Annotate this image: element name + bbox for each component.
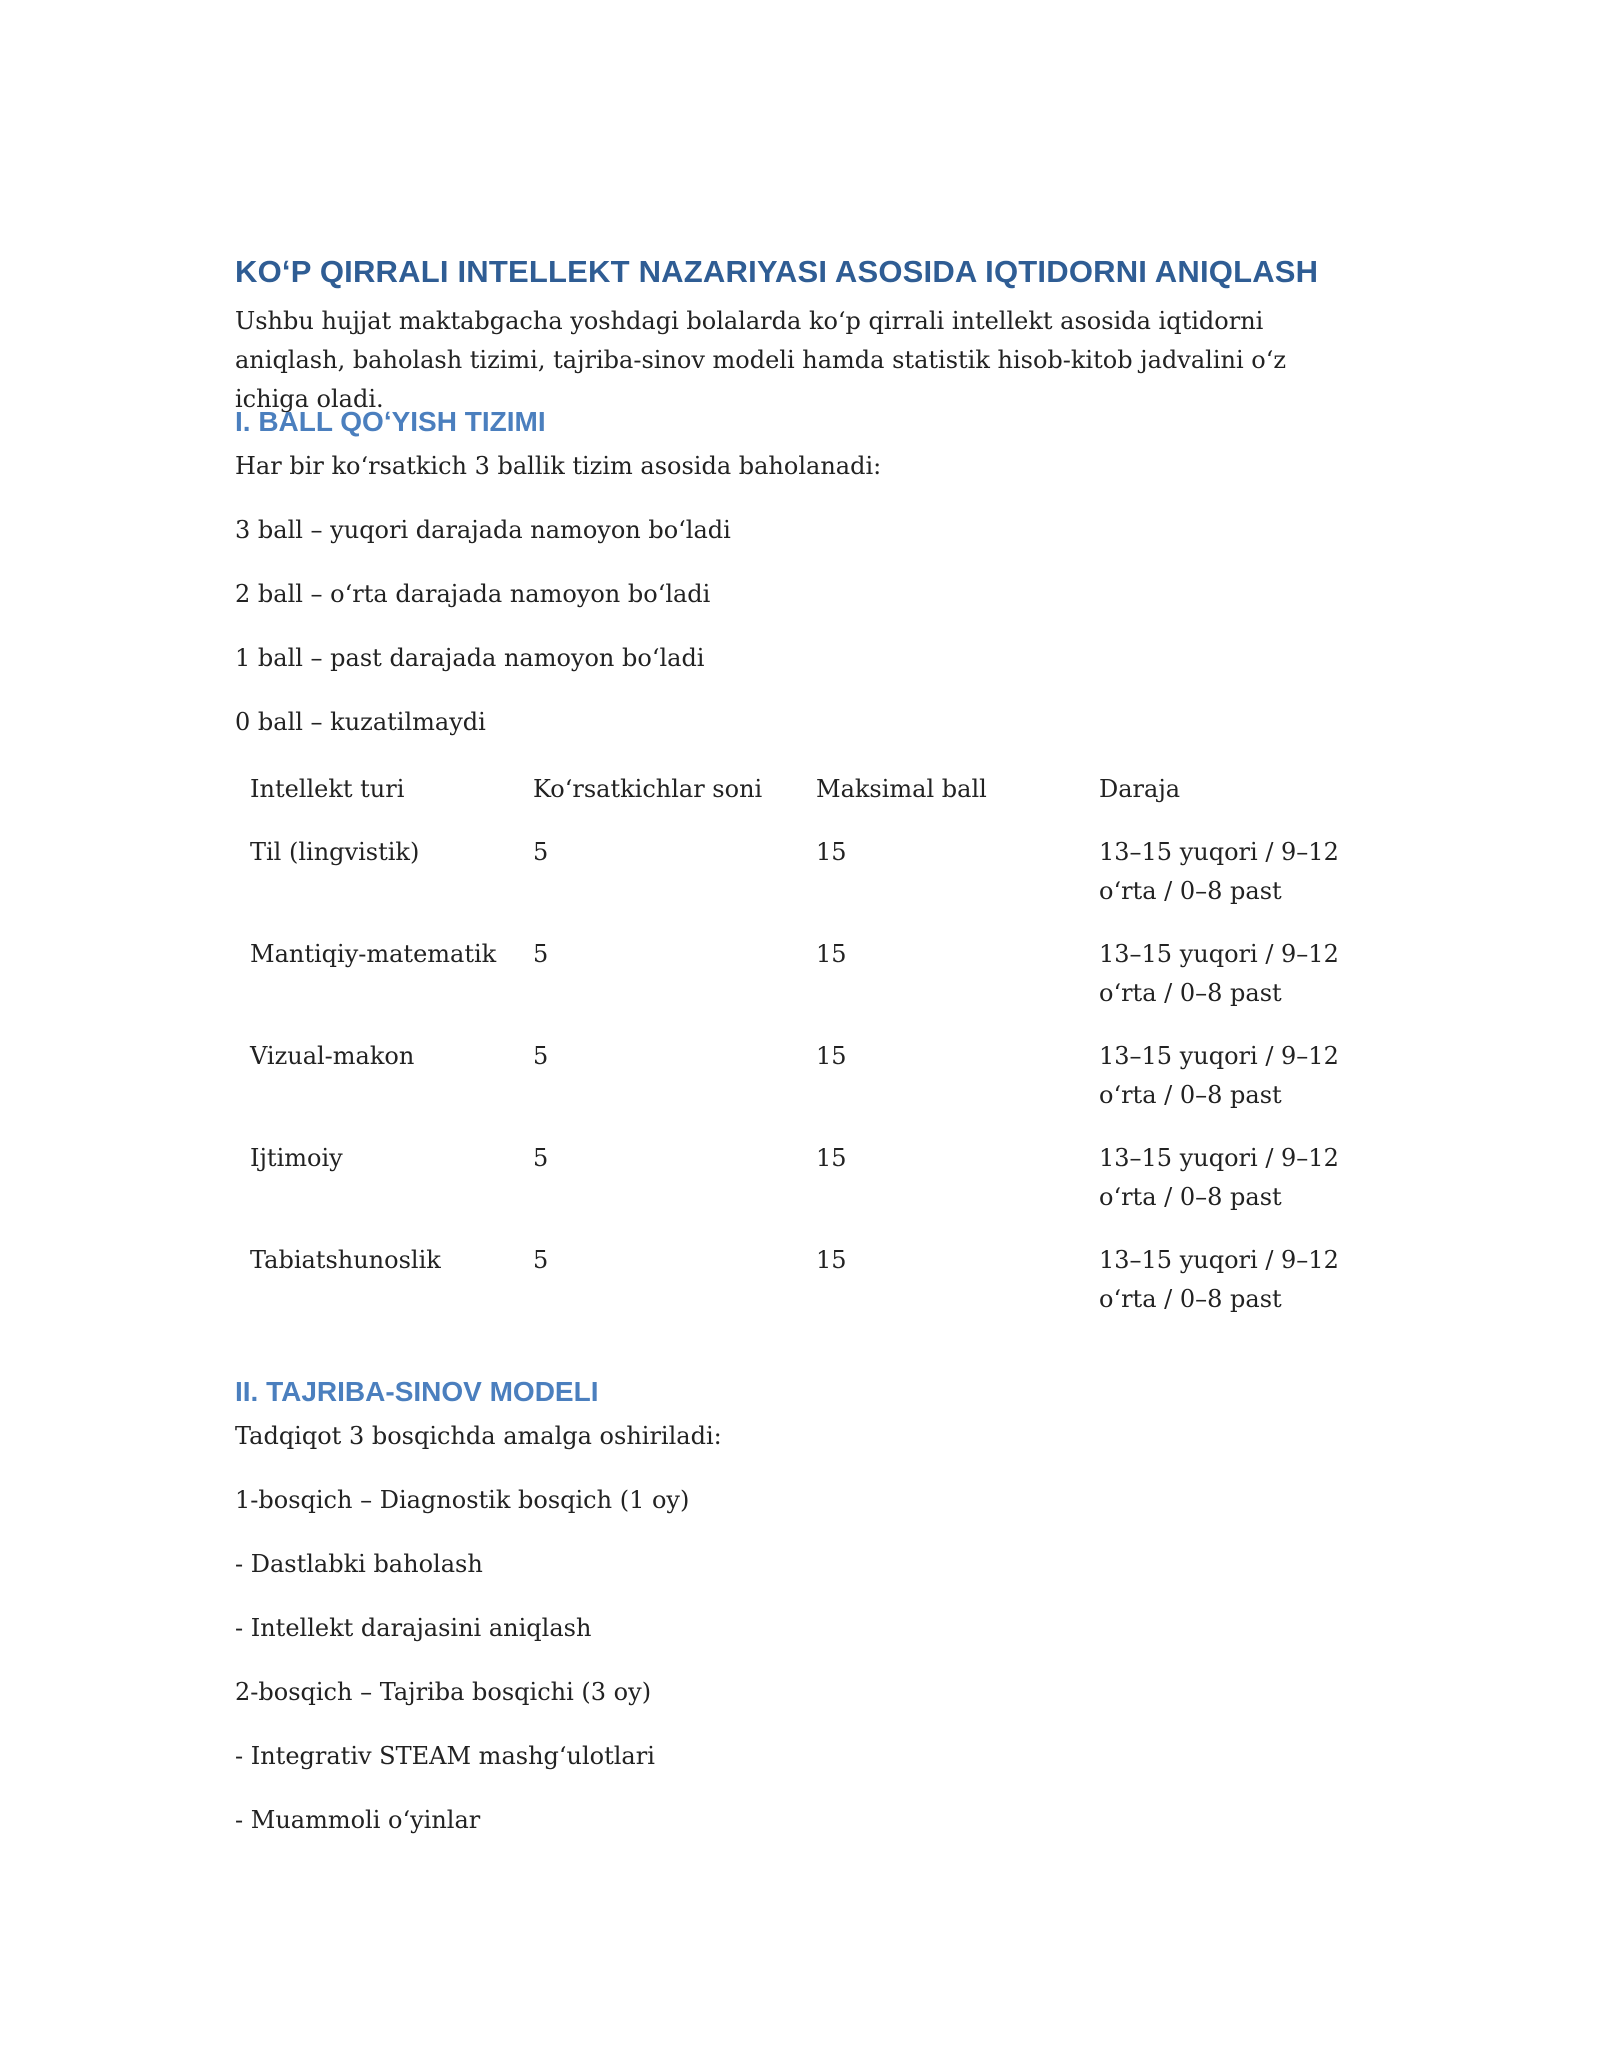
document-title: KOʻP QIRRALI INTELLEKT NAZARIYASI ASOSIDA IQTIDORNI ANIQLASH bbox=[235, 254, 1319, 289]
table-cell: 13–15 yuqori / 9–12 oʻrta / 0–8 past bbox=[1099, 838, 1339, 905]
table-header-cell: Daraja bbox=[1099, 775, 1181, 803]
section-1-lead: Har bir koʻrsatkich 3 ballik tizim asosida baholanadi: bbox=[235, 452, 882, 480]
table-cell: 15 bbox=[816, 1246, 847, 1274]
table-cell: 5 bbox=[533, 1144, 549, 1172]
table-cell: 5 bbox=[533, 838, 549, 866]
table-cell: 5 bbox=[533, 1246, 549, 1274]
model-line: - Intellekt darajasini aniqlash bbox=[235, 1614, 592, 1642]
table-row bbox=[235, 1241, 1365, 1343]
table-row bbox=[235, 1139, 1365, 1241]
table-row bbox=[235, 935, 1365, 1037]
table-cell: 13–15 yuqori / 9–12 oʻrta / 0–8 past bbox=[1099, 1246, 1339, 1313]
section-2-lead: Tadqiqot 3 bosqichda amalga oshiriladi: bbox=[235, 1422, 722, 1450]
table-cell: 5 bbox=[533, 1042, 549, 1070]
table-header-row bbox=[235, 770, 1365, 833]
model-line: - Integrativ STEAM mashgʻulotlari bbox=[235, 1742, 655, 1770]
table-cell: Vizual-makon bbox=[250, 1042, 415, 1070]
table-cell: 13–15 yuqori / 9–12 oʻrta / 0–8 past bbox=[1099, 940, 1339, 1007]
table-cell: Tabiatshunoslik bbox=[250, 1246, 441, 1274]
table-cell: Ijtimoiy bbox=[250, 1144, 343, 1172]
scale-item: 1 ball – past darajada namoyon boʻladi bbox=[235, 644, 705, 672]
intro-paragraph: Ushbu hujjat maktabgacha yoshdagi bolalarda koʻp qirrali intellekt asosida iqtidorni aniqlash, baholash tizimi, tajriba-sinov modeli hamda statistik hisob-kitob jadvalini oʻz ichiga oladi. bbox=[235, 307, 1286, 413]
table-cell: 13–15 yuqori / 9–12 oʻrta / 0–8 past bbox=[1099, 1042, 1339, 1109]
model-line: 1-bosqich – Diagnostik bosqich (1 oy) bbox=[235, 1486, 690, 1514]
table-cell: 15 bbox=[816, 838, 847, 866]
section-2-heading: II. TAJRIBA-SINOV MODELI bbox=[235, 1376, 599, 1407]
scale-item: 2 ball – oʻrta darajada namoyon boʻladi bbox=[235, 580, 711, 608]
table-row bbox=[235, 1037, 1365, 1139]
table-cell: 13–15 yuqori / 9–12 oʻrta / 0–8 past bbox=[1099, 1144, 1339, 1211]
model-line: 2-bosqich – Tajriba bosqichi (3 oy) bbox=[235, 1678, 652, 1706]
scale-item: 3 ball – yuqori darajada namoyon boʻladi bbox=[235, 516, 731, 544]
score-table bbox=[235, 770, 1365, 1343]
table-cell: 15 bbox=[816, 1042, 847, 1070]
scale-item: 0 ball – kuzatilmaydi bbox=[235, 708, 486, 736]
model-line: - Dastlabki baholash bbox=[235, 1550, 483, 1578]
model-line: - Muammoli oʻyinlar bbox=[235, 1806, 481, 1834]
table-cell: 15 bbox=[816, 1144, 847, 1172]
table-header-cell: Intellekt turi bbox=[250, 775, 405, 803]
section-1-heading: I. BALL QOʻYISH TIZIMI bbox=[235, 406, 546, 437]
table-row bbox=[235, 833, 1365, 935]
table-cell: Til (lingvistik) bbox=[250, 838, 420, 866]
table-cell: Mantiqiy-matematik bbox=[250, 940, 497, 968]
table-header-cell: Maksimal ball bbox=[816, 775, 987, 803]
table-header-cell: Koʻrsatkichlar soni bbox=[533, 775, 763, 803]
table-cell: 15 bbox=[816, 940, 847, 968]
table-cell: 5 bbox=[533, 940, 549, 968]
